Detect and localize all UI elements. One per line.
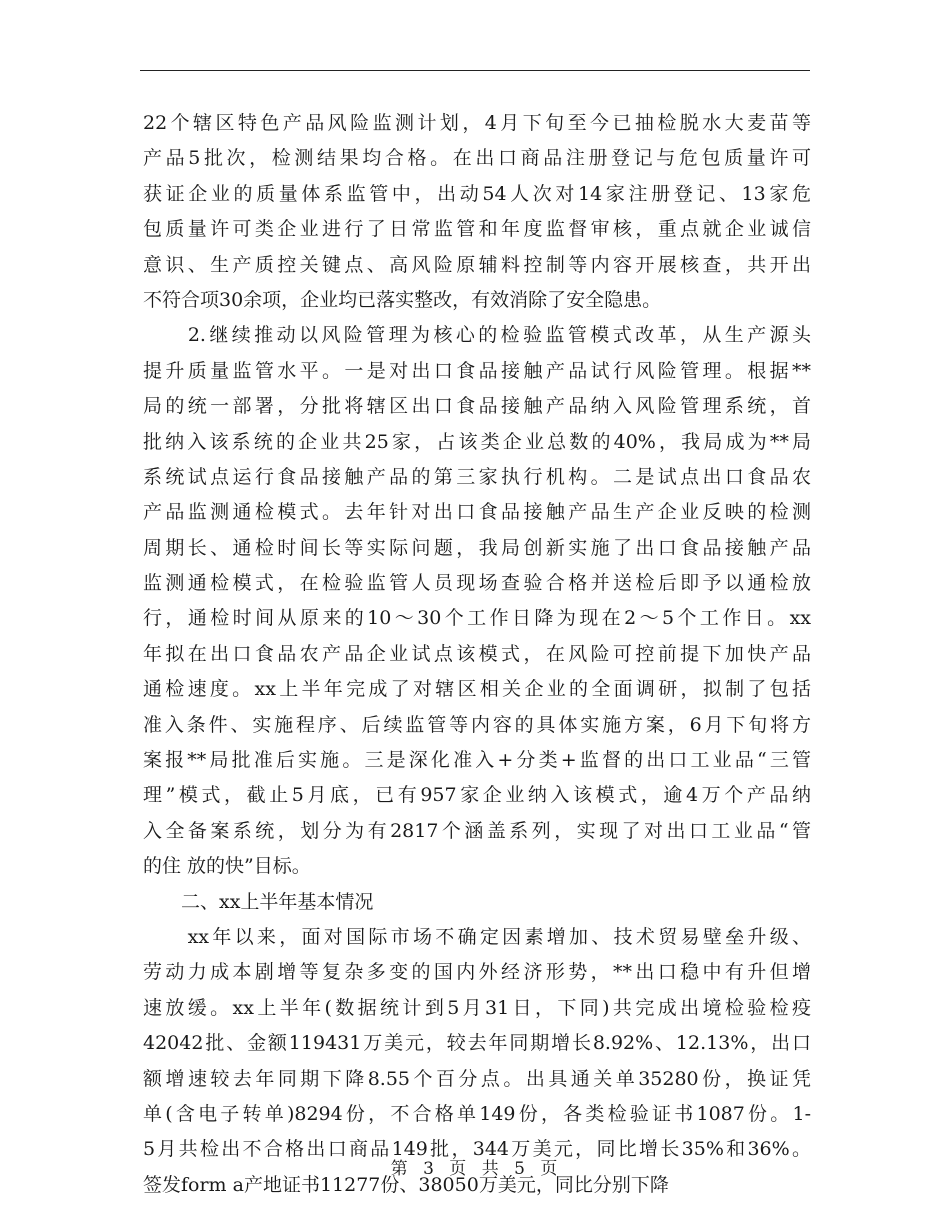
text-line-21: 入全备案系统，划分为有2817个涵盖系列，实现了对出口工业品“管 — [143, 819, 811, 842]
text-line-6: 不符合项30余项，企业均已落实整改，有效消除了安全隐患。 — [143, 288, 662, 311]
text-line-22: 的住 放的快”目标。 — [143, 855, 311, 878]
text-line-30: 5月共检出不合格出口商品149批，344万美元，同比增长35%和36%。 — [143, 1138, 811, 1161]
text-line-17: 通检速度。xx上半年完成了对辖区相关企业的全面调研，拟制了包括 — [143, 678, 811, 701]
text-line-16: 年拟在出口食品农产品企业试点该模式，在风险可控前提下加快产品 — [143, 642, 811, 665]
text-line-3: 获证企业的质量体系监管中，出动54人次对14家注册登记、13家危 — [143, 182, 811, 205]
header-rule — [140, 70, 810, 71]
text-line-13: 周期长、通检时间长等实际问题，我局创新实施了出口食品接触产品 — [143, 536, 811, 559]
text-line-7: 2.继续推动以风险管理为核心的检验监管模式改革，从生产源头 — [143, 324, 811, 347]
text-line-27: 42042批、金额119431万美元，较去年同期增长8.92%、12.13%，出口 — [143, 1032, 811, 1055]
text-line-5: 意识、生产质控关键点、高风险原辅料控制等内容开展核查，共开出 — [143, 253, 811, 276]
text-line-2: 产品5批次，检测结果均合格。在出口商品注册登记与危包质量许可 — [143, 147, 811, 170]
text-line-26: 速放缓。xx上半年(数据统计到5月31日，下同)共完成出境检验检疫 — [143, 996, 811, 1019]
text-line-11: 系统试点运行食品接触产品的第三家执行机构。二是试点出口食品农 — [143, 465, 811, 488]
current-page-number: 3 — [423, 1159, 436, 1179]
text-line-12: 产品监测通检模式。去年针对出口食品接触产品生产企业反映的检测 — [143, 501, 811, 524]
text-line-24: xx年以来，面对国际市场不确定因素增加、技术贸易壁垒升级、 — [143, 925, 811, 948]
text-line-14: 监测通检模式，在检验监管人员现场查验合格并送检后即予以通检放 — [143, 572, 811, 595]
text-line-4: 包质量许可类企业进行了日常监管和年度监督审核，重点就企业诚信 — [143, 218, 811, 241]
text-line-31: 签发form a产地证书11277份、38050万美元，同比分别下降 — [143, 1173, 669, 1196]
text-line-8: 提升质量监管水平。一是对出口食品接触产品试行风险管理。根据** — [143, 359, 811, 382]
text-line-28: 额增速较去年同期下降8.55个百分点。出具通关单35280份，换证凭 — [143, 1067, 811, 1090]
page-footer — [0, 1154, 950, 1179]
text-line-15: 行，通检时间从原来的10～30个工作日降为现在2～5个工作日。xx — [143, 607, 811, 630]
section-heading: 二、xx上半年基本情况 — [143, 890, 374, 913]
footer-suffix: 页 — [540, 1159, 560, 1179]
text-line-1: 22个辖区特色产品风险监测计划，4月下旬至今已抽检脱水大麦苗等 — [143, 112, 811, 134]
footer-total-prefix: 共 — [481, 1159, 501, 1179]
document-body — [143, 106, 811, 1203]
footer-prefix: 第 — [390, 1159, 410, 1179]
total-pages-number: 5 — [514, 1159, 527, 1179]
text-line-9: 局的统一部署，分批将辖区出口食品接触产品纳入风险管理系统，首 — [143, 395, 811, 418]
text-line-19: 案报**局批准后实施。三是深化准入+分类+监督的出口工业品“三管 — [143, 749, 811, 772]
text-line-10: 批纳入该系统的企业共25家，占该类企业总数的40%，我局成为**局 — [143, 430, 811, 453]
text-line-25: 劳动力成本剧增等复杂多变的国内外经济形势，**出口稳中有升但增 — [143, 961, 811, 984]
text-line-29: 单(含电子转单)8294份，不合格单149份，各类检验证书1087份。1- — [143, 1102, 811, 1125]
footer-page-word: 页 — [449, 1159, 469, 1179]
text-line-20: 理”模式，截止5月底，已有957家企业纳入该模式，逾4万个产品纳 — [143, 784, 811, 807]
text-line-18: 准入条件、实施程序、后续监管等内容的具体实施方案，6月下旬将方 — [143, 713, 811, 736]
